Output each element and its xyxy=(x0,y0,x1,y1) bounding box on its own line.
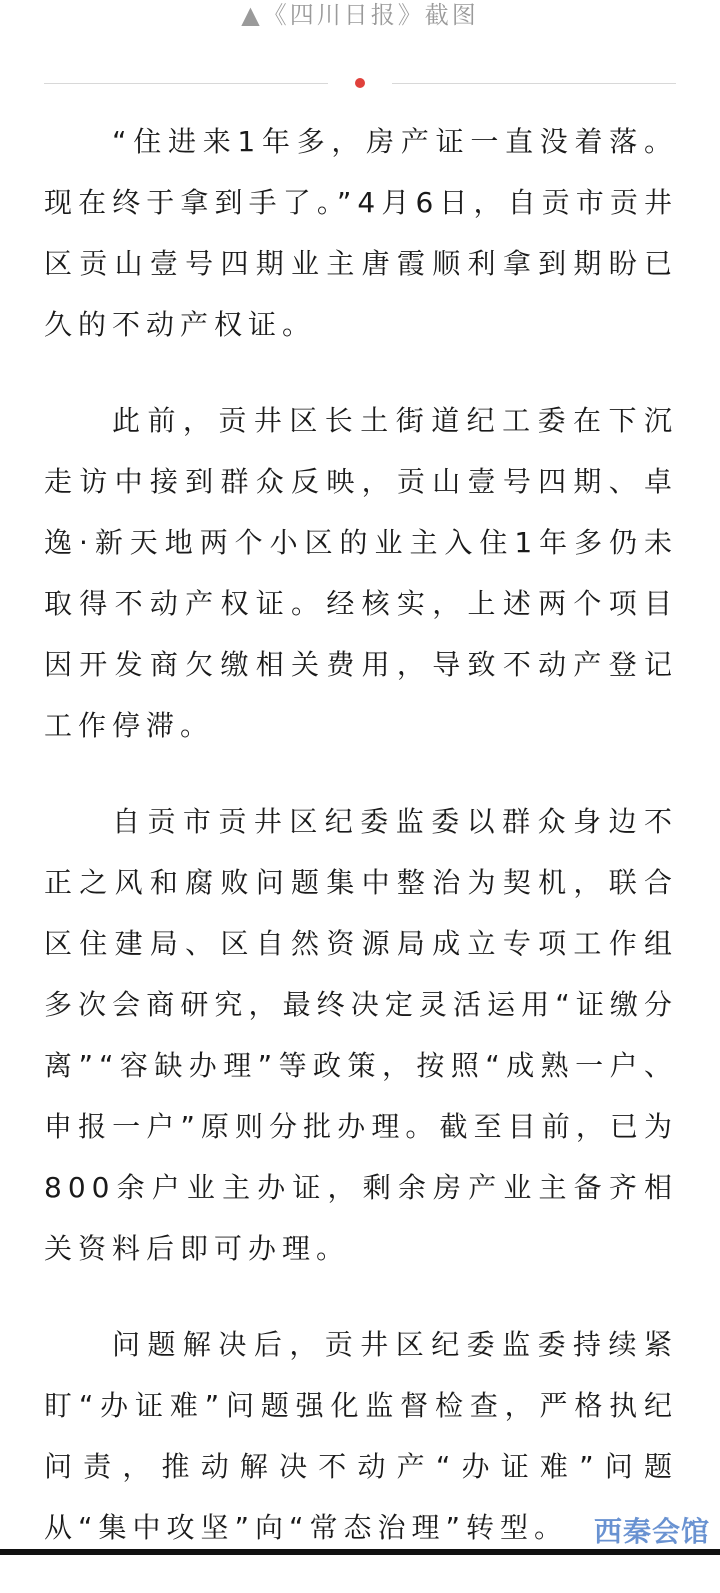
divider-line-left xyxy=(44,83,328,84)
divider-line-right xyxy=(392,83,676,84)
divider-dot xyxy=(355,78,365,88)
image-caption: ▲《四川日报》截图 xyxy=(241,1,479,29)
article-paragraph: “住进来1年多，房产证一直没着落。现在终于拿到手了。”4月6日，自贡市贡井区贡山壹号四期业主唐霞顺利拿到期盼已久的不动产权证。 xyxy=(44,125,678,341)
section-divider xyxy=(44,76,676,90)
article-paragraph: 问题解决后，贡井区纪委监委持续紧盯“办证难”问题强化监督检查，严格执纪问责，推动解决不动产“办证难”问题从“集中攻坚”向“常态治理”转型。 xyxy=(44,1328,678,1544)
site-watermark: 西秦会馆 xyxy=(593,1515,710,1548)
bottom-edge-bar xyxy=(0,1549,720,1555)
article-body xyxy=(44,111,678,1593)
article-paragraph: 此前，贡井区长土街道纪工委在下沉走访中接到群众反映，贡山壹号四期、卓逸·新天地两个小区的业主入住1年多仍未取得不动产权证。经核实，上述两个项目因开发商欠缴相关费用，导致不动产登记工作停滞。 xyxy=(44,404,678,742)
article-paragraph: 自贡市贡井区纪委监委以群众身边不正之风和腐败问题集中整治为契机，联合区住建局、区自然资源局成立专项工作组多次会商研究，最终决定灵活运用“证缴分离”“容缺办理”等政策，按照“成熟一户、申报一户”原则分批办理。截至目前，已为800余户业主办证，剩余房产业主备齐相关资料后即可办理。 xyxy=(44,805,678,1265)
